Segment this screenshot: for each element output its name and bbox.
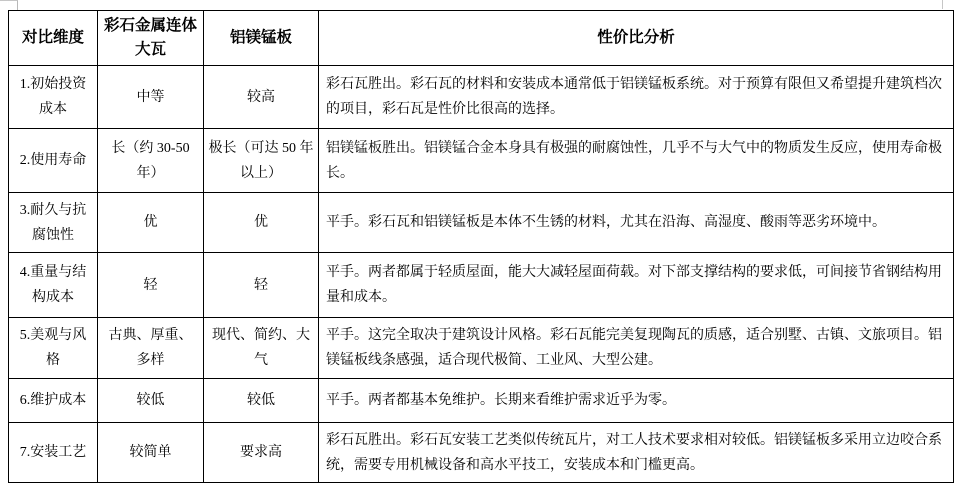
- cell-lvmeimeng-value: 优: [204, 193, 319, 253]
- table-row: [9, 66, 954, 129]
- cell-analysis: 平手。这完全取决于建筑设计风格。彩石瓦能完美复现陶瓦的质感，适合别墅、古镇、文旅项目。铝镁锰板线条感强，适合现代极简、工业风、大型公建。: [319, 318, 954, 379]
- table-row: [9, 129, 954, 193]
- table-row: [9, 318, 954, 379]
- cell-caishi-value: 优: [98, 193, 204, 253]
- table-row: [9, 379, 954, 423]
- cell-lvmeimeng-value: 极长（可达 50 年以上）: [204, 129, 319, 193]
- cell-analysis: 平手。两者都基本免维护。长期来看维护需求近乎为零。: [319, 379, 954, 423]
- cell-dimension: 1.初始投资成本: [9, 66, 98, 129]
- table-row: [9, 193, 954, 253]
- cell-analysis: 彩石瓦胜出。彩石瓦的材料和安装成本通常低于铝镁锰板系统。对于预算有限但又希望提升建筑档次的项目，彩石瓦是性价比很高的选择。: [319, 66, 954, 129]
- cell-lvmeimeng-value: 轻: [204, 253, 319, 318]
- cell-caishi-value: 轻: [98, 253, 204, 318]
- crop-artifact-top-right: [942, 0, 943, 9]
- cell-dimension: 4.重量与结构成本: [9, 253, 98, 318]
- header-dimension: 对比维度: [9, 11, 98, 66]
- crop-artifact-top-left: [0, 0, 18, 10]
- cell-dimension: 3.耐久与抗腐蚀性: [9, 193, 98, 253]
- table-row: [9, 423, 954, 483]
- cell-caishi-value: 较简单: [98, 423, 204, 483]
- cell-caishi-value: 古典、厚重、多样: [98, 318, 204, 379]
- cell-caishi-value: 较低: [98, 379, 204, 423]
- cell-analysis: 平手。两者都属于轻质屋面，能大大减轻屋面荷载。对下部支撑结构的要求低，可间接节省钢结构用量和成本。: [319, 253, 954, 318]
- cell-analysis: 平手。彩石瓦和铝镁锰板是本体不生锈的材料，尤其在沿海、高湿度、酸雨等恶劣环境中。: [319, 193, 954, 253]
- cell-dimension: 6.维护成本: [9, 379, 98, 423]
- cell-caishi-value: 中等: [98, 66, 204, 129]
- header-row: [9, 11, 954, 66]
- cell-lvmeimeng-value: 要求高: [204, 423, 319, 483]
- table-row: [9, 253, 954, 318]
- cell-lvmeimeng-value: 较低: [204, 379, 319, 423]
- cell-dimension: 5.美观与风格: [9, 318, 98, 379]
- cell-dimension: 7.安装工艺: [9, 423, 98, 483]
- cell-analysis: 彩石瓦胜出。彩石瓦安装工艺类似传统瓦片，对工人技术要求相对较低。铝镁锰板多采用立边咬合系统，需要专用机械设备和高水平技工，安装成本和门槛更高。: [319, 423, 954, 483]
- header-caishi: 彩石金属连体大瓦: [98, 11, 204, 66]
- cell-dimension: 2.使用寿命: [9, 129, 98, 193]
- header-lvmeimeng: 铝镁锰板: [204, 11, 319, 66]
- cell-lvmeimeng-value: 较高: [204, 66, 319, 129]
- cell-caishi-value: 长（约 30-50 年）: [98, 129, 204, 193]
- cell-lvmeimeng-value: 现代、简约、大气: [204, 318, 319, 379]
- cell-analysis: 铝镁锰板胜出。铝镁锰合金本身具有极强的耐腐蚀性，几乎不与大气中的物质发生反应，使用寿命极长。: [319, 129, 954, 193]
- header-analysis: 性价比分析: [319, 11, 954, 66]
- comparison-table: [8, 10, 954, 483]
